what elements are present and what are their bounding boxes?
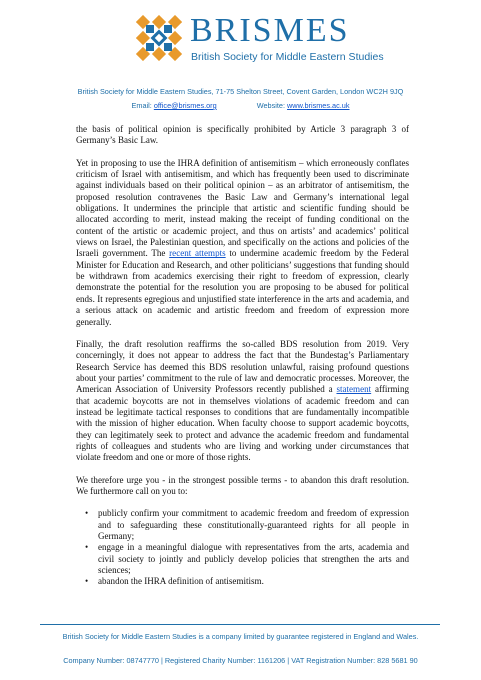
list-item-text: publicly confirm your commitment to academic freedom and freedom of expression and to safeguarding these constitutionally-guaranteed rights for all people in Germany;	[98, 508, 409, 541]
paragraph-3-text-a: Finally, the draft resolution reaffirms the so-called BDS resolution from 2019. Very concerningly, it does not appear to address the fact that the Bundestag’s Parliamentary Research Service has deemed this BDS resolution unlawful, raising profound questions about your parties’ commitment to the rule of law and democratic processes. Moreover, the American Association of University Professors recently published a	[76, 338, 409, 395]
list-item	[76, 542, 409, 576]
demands-list	[76, 508, 409, 587]
recent-attempts-link[interactable]: recent attempts	[169, 248, 226, 259]
brismes-logo-icon	[136, 15, 182, 61]
address-line: British Society for Middle Eastern Studies, 71-75 Shelton Street, Covent Garden, London WC2H 9JQ	[77, 87, 404, 96]
paragraph-2-text-b: to undermine academic freedom by the Federal Minister for Education and Research, and other politicians’ suggestions that funding should be withdrawn from academics exercising their right to freedom of expression, clearly demonstrate the potential for the resolution you are proposing to be abused for political ends. It represents egregious and unjustified state interference in the arts and academia, and a serious attack on academic and artistic freedom and freedom of expression more generally.	[76, 248, 410, 327]
logo-title: BRISMES	[190, 12, 350, 49]
email-label: Email:	[131, 101, 152, 110]
paragraph-2-text-a: Yet in proposing to use the IHRA definition of antisemitism – which erroneously conflates criticism of Israel with antisemitism, and which has frequently been used to discriminate against individuals based on their political opinion – as an arbitrator of antisemitism, the proposed resolution contravenes the Basic Law and Germany’s international legal obligations. It undermines the principle that artistic and scientific funding should be allocated according to merit, instead making the receipt of funding conditional on the content of the artistic or academic project, and thus on artists’ and academics’ political views on Israel, the Palestinian question, and specifically on the actions and policies of the Israeli government. The	[76, 157, 409, 259]
logo-subtitle: British Society for Middle Eastern Studies	[191, 51, 384, 63]
paragraph-4: We therefore urge you - in the strongest possible terms - to abandon this draft resolution. We furthermore call on you to:	[76, 474, 409, 496]
paragraph-2	[76, 158, 409, 328]
paragraph-3	[76, 339, 409, 464]
paragraph-1: the basis of political opinion is specifically prohibited by Article 3 paragraph 3 of Germany’s Basic Law.	[76, 124, 409, 146]
bullet-icon: •	[85, 542, 89, 553]
bullet-icon: •	[85, 576, 89, 587]
footer-divider	[40, 624, 440, 625]
website-link[interactable]: www.brismes.ac.uk	[287, 101, 350, 110]
list-item-text: abandon the IHRA definition of antisemitism.	[98, 576, 264, 587]
list-item-text: engage in a meaningful dialogue with representatives from the arts, academia and civil society to jointly and publicly develop policies that strengthen the arts and sciences;	[98, 542, 409, 576]
footer-registration-info: Company Number: 08747770 | Registered Charity Number: 1161206 | VAT Registration Number: 828 5681 90	[63, 656, 418, 665]
bullet-icon: •	[85, 508, 89, 519]
contact-line	[0, 101, 481, 110]
footer-company-info: British Society for Middle Eastern Studies is a company limited by guarantee registered in England and Wales.	[62, 632, 419, 641]
list-item	[76, 576, 409, 587]
paragraph-3-text-b: affirming that academic boycotts are not in themselves violations of academic freedom and can instead be legitimate tactical responses to conditions that are fundamentally incompatible with the mission of higher education. When faculty choose to support academic boycotts, they can legitimately seek to protect and advance the academic freedom and fundamental rights of colleagues and students who are living and working under circumstances that violate freedom and one or more of those rights.	[76, 384, 409, 463]
statement-link[interactable]: statement	[336, 384, 372, 395]
letter-body	[76, 124, 409, 588]
list-item	[76, 508, 409, 542]
email-link[interactable]: office@brismes.org	[153, 101, 217, 110]
website-label: Website:	[256, 101, 285, 110]
